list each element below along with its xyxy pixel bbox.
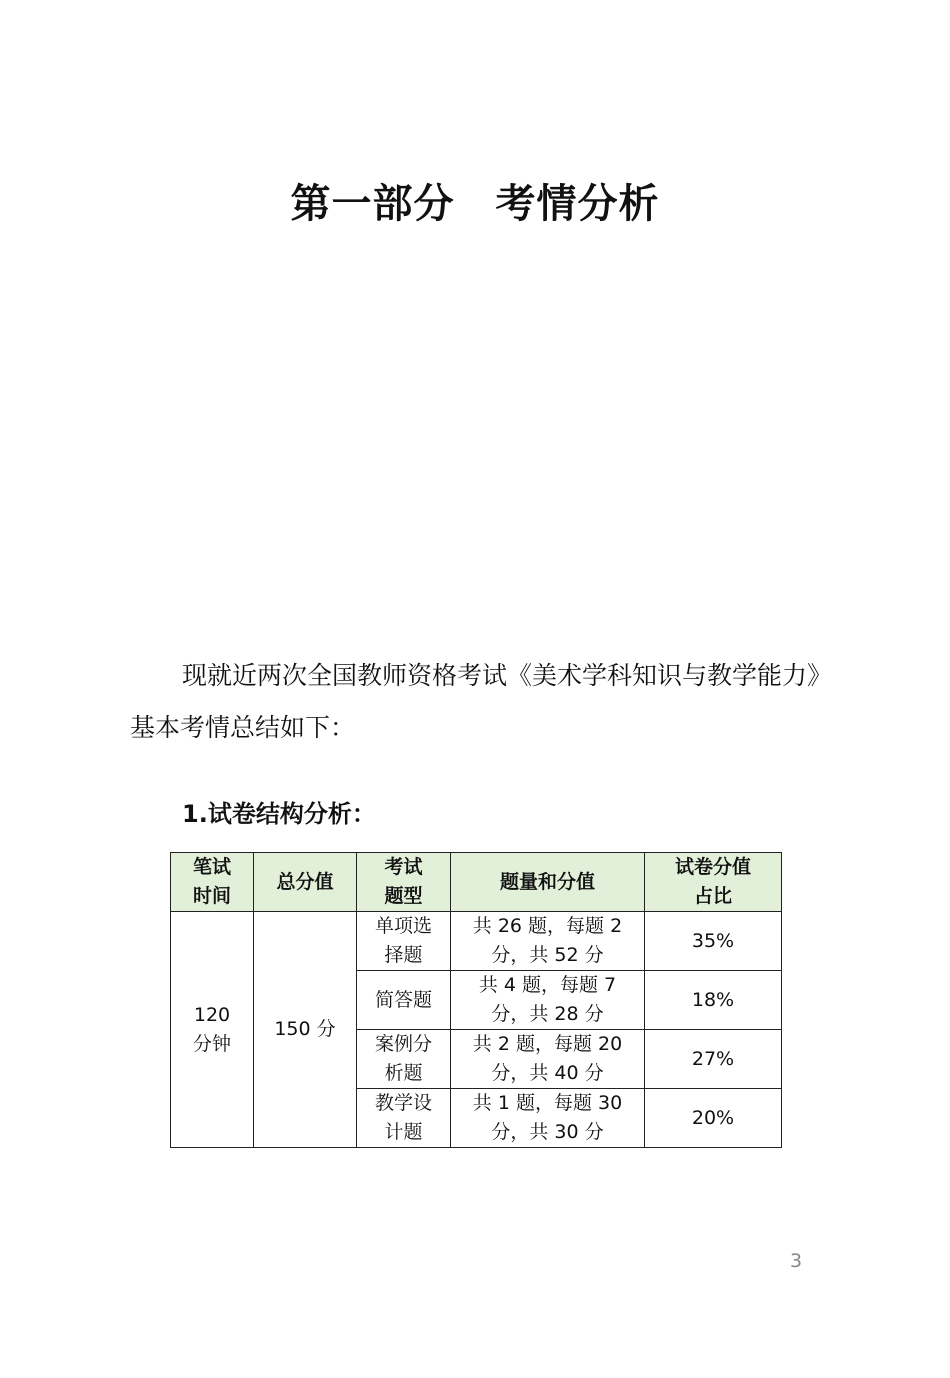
question-type-cell: 单项选择题 (357, 912, 451, 971)
exam-structure-table (170, 852, 782, 1148)
amount-cell: 共 1 题，每题 30 分，共 30 分 (451, 1089, 645, 1148)
header-score-ratio: 试卷分值占比 (645, 853, 782, 912)
amount-cell: 共 26 题，每题 2 分，共 52 分 (451, 912, 645, 971)
ratio-cell: 35% (645, 912, 782, 971)
question-type-cell: 教学设计题 (357, 1089, 451, 1148)
amount-cell: 共 2 题，每题 20 分，共 40 分 (451, 1030, 645, 1089)
page-number: 3 (790, 1250, 803, 1272)
ratio-cell: 27% (645, 1030, 782, 1089)
intro-paragraph: 现就近两次全国教师资格考试《美术学科知识与教学能力》基本考情总结如下： (130, 661, 820, 742)
total-score-cell: 150 分 (254, 912, 357, 1148)
section-heading: 1.试卷结构分析： (182, 800, 376, 828)
header-total-score: 总分值 (254, 853, 357, 912)
page-title: 第一部分 考情分析 (290, 181, 660, 227)
duration-cell: 120分钟 (171, 912, 254, 1148)
amount-cell: 共 4 题，每题 7 分，共 28 分 (451, 971, 645, 1030)
header-question-type: 考试题型 (357, 853, 451, 912)
question-type-cell: 案例分析题 (357, 1030, 451, 1089)
ratio-cell: 18% (645, 971, 782, 1030)
header-duration: 笔试时间 (171, 853, 254, 912)
ratio-cell: 20% (645, 1089, 782, 1148)
table-header-row (171, 853, 782, 912)
header-amount-and-score: 题量和分值 (451, 853, 645, 912)
table-row (171, 912, 782, 971)
question-type-cell: 简答题 (357, 971, 451, 1030)
